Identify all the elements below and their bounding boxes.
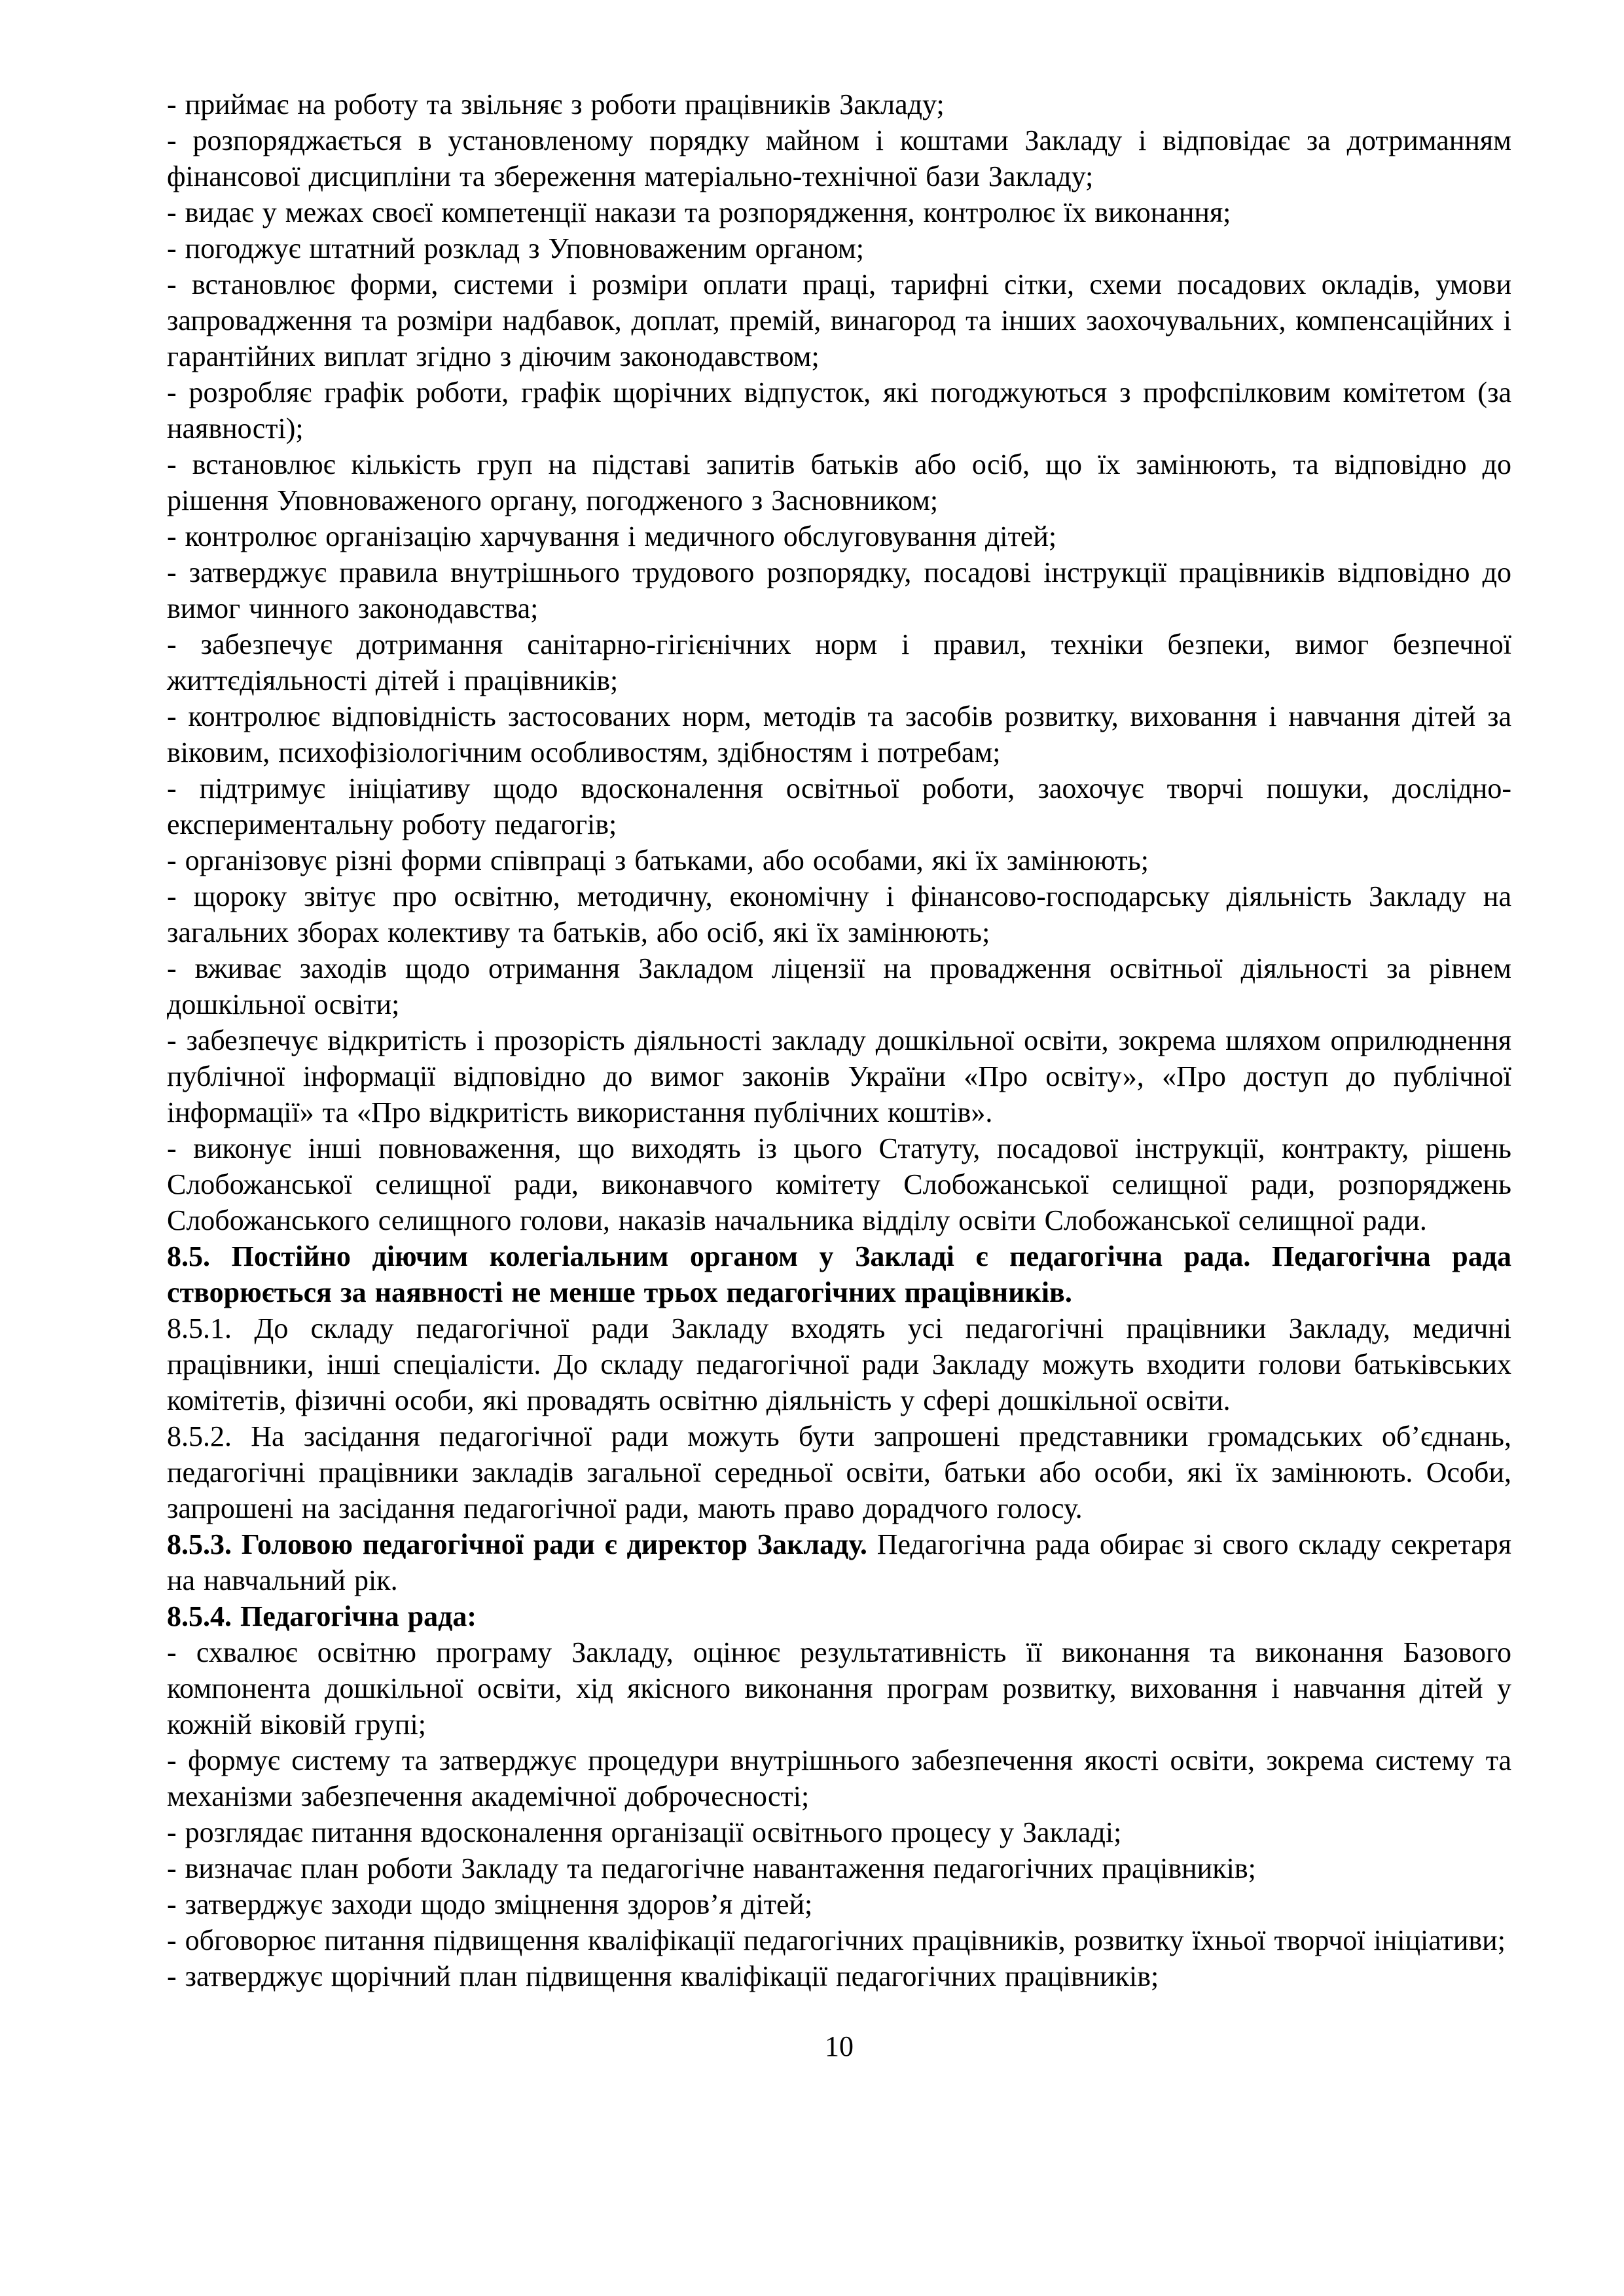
bullet-internal-rules: - затверджує правила внутрішнього трудового розпорядку, посадові інструкції працівників відповідно до вимог чинного законодавства; <box>167 556 1511 624</box>
paragraph-text: Педагогічна рада обирає зі свого складу секретаря на навчальний рік. <box>167 1528 1511 1596</box>
bullet-staffing-schedule: - погоджує штатний розклад з Уповноваженим органом; <box>167 232 864 264</box>
bullet-pay-systems: - встановлює форми, системи і розміри оплати праці, тарифні сітки, схеми посадових окладів, умови запровадження та розміри надбавок, доплат, премій, винагород та інших заохочувальних, компенсаційних і гарантійних виплат згідно з діючим законодавством; <box>167 268 1511 372</box>
paragraph-8-5-1: 8.5.1. До складу педагогічної ради Закладу входять усі педагогічні працівники Закладу, медичні працівники, інші спеціалісти. До складу педагогічної ради Закладу можуть входити голови батьківських комітетів, фізичні особи, які провадять освітню діяльність у сфері дошкільної освіти. <box>167 1312 1511 1416</box>
paragraph-bold-lead: 8.5.3. Головою педагогічної ради є директор Закладу. <box>167 1528 867 1560</box>
bullet-work-schedule: - розробляє графік роботи, графік щорічних відпусток, які погоджуються з профспілковим комітетом (за наявності); <box>167 376 1511 444</box>
bullet-sanitary-norms: - забезпечує дотримання санітарно-гігієнічних норм і правил, техніки безпеки, вимог безпечної життєдіяльності дітей і працівників; <box>167 628 1511 696</box>
bullet-issues-orders: - видає у межах своєї компетенції накази та розпорядження, контролює їх виконання; <box>167 196 1231 228</box>
bullet-parent-cooperation: - організовує різні форми співпраці з батьками, або особами, які їх замінюють; <box>167 844 1149 876</box>
bullet-health-measures: - затверджує заходи щодо зміцнення здоров’я дітей; <box>167 1888 813 1920</box>
page-number: 10 <box>825 2030 854 2062</box>
paragraph-8-5-3 <box>167 1526 1511 1598</box>
bullet-catering-medical: - контролює організацію харчування і медичного обслуговування дітей; <box>167 520 1057 552</box>
bullet-transparency: - забезпечує відкритість і прозорість діяльності закладу дошкільної освіти, зокрема шляхом оприлюднення публічної інформації відповідно до вимог законів України «Про освіту», «Про доступ до публічної інформації» та «Про відкритість використання публічних коштів». <box>167 1024 1511 1128</box>
bullet-group-count: - встановлює кількість груп на підставі запитів батьків або осіб, що їх замінюють, та відповідно до рішення Уповноваженого органу, погодженого з Засновником; <box>167 448 1511 516</box>
bullet-manages-property: - розпоряджається в установленому порядку майном і коштами Закладу і відповідає за дотриманням фінансової дисципліни та збереження матеріально-технічної бази Закладу; <box>167 124 1511 192</box>
bullet-annual-report: - щороку звітує про освітню, методичну, економічну і фінансово-господарську діяльність Закладу на загальних зборах колективу та батьків, або осіб, які їх замінюють; <box>167 880 1511 948</box>
bullet-process-improvement: - розглядає питання вдосконалення організації освітнього процесу у Закладі; <box>167 1816 1122 1848</box>
bullet-work-plan: - визначає план роботи Закладу та педагогічне навантаження педагогічних працівників; <box>167 1852 1256 1884</box>
bullet-quality-system: - формує систему та затверджує процедури внутрішнього забезпечення якості освіти, зокрема систему та механізми забезпечення академічної доброчесності; <box>167 1744 1511 1812</box>
bullet-qualification-discussion: - обговорює питання підвищення кваліфікації педагогічних працівників, розвитку їхньої творчої ініціативи; <box>167 1924 1506 1956</box>
bullet-license: - вживає заходів щодо отримання Закладом ліцензії на провадження освітньої діяльності за рівнем дошкільної освіти; <box>167 952 1511 1020</box>
paragraph-8-5-4: 8.5.4. Педагогічна рада: <box>167 1600 477 1632</box>
bullet-hires-fires: - приймає на роботу та звільняє з роботи працівників Закладу; <box>167 88 945 120</box>
paragraph-8-5-2: 8.5.2. На засідання педагогічної ради можуть бути запрошені представники громадських об’єднань, педагогічні працівники закладів загальної середньої освіти, батьки або особи, які їх замінюють. Особи, запрошені на засідання педагогічної ради, мають право дорадчого голосу. <box>167 1420 1511 1524</box>
bullet-approves-program: - схвалює освітню програму Закладу, оцінює результативність її виконання та виконання Базового компонента дошкільної освіти, хід якісного виконання програм розвитку, виховання і навчання дітей у кожній віковій групі; <box>167 1636 1511 1740</box>
bullet-supports-initiative: - підтримує ініціативу щодо вдосконалення освітньої роботи, заохочує творчі пошуки, дослідно-експериментальну роботу педагогів; <box>167 772 1511 840</box>
paragraph-8-5: 8.5. Постійно діючим колегіальним органом у Закладі є педагогічна рада. Педагогічна рада створюється за наявності не менше трьох педагогічних працівників. <box>167 1240 1511 1308</box>
bullet-annual-qualification-plan: - затверджує щорічний план підвищення кваліфікації педагогічних працівників; <box>167 1960 1159 1992</box>
document-body <box>167 86 1511 1994</box>
bullet-other-powers: - виконує інші повноваження, що виходять із цього Статуту, посадової інструкції, контракту, рішень Слобожанської селищної ради, виконавчого комітету Слобожанської селищної ради, розпоряджень Слобожанського селищного голови, наказів начальника відділу освіти Слобожанської селищної ради. <box>167 1132 1511 1236</box>
bullet-norms-compliance: - контролює відповідність застосованих норм, методів та засобів розвитку, виховання і навчання дітей за віковим, психофізіологічним особливостям, здібностям і потребам; <box>167 700 1511 768</box>
